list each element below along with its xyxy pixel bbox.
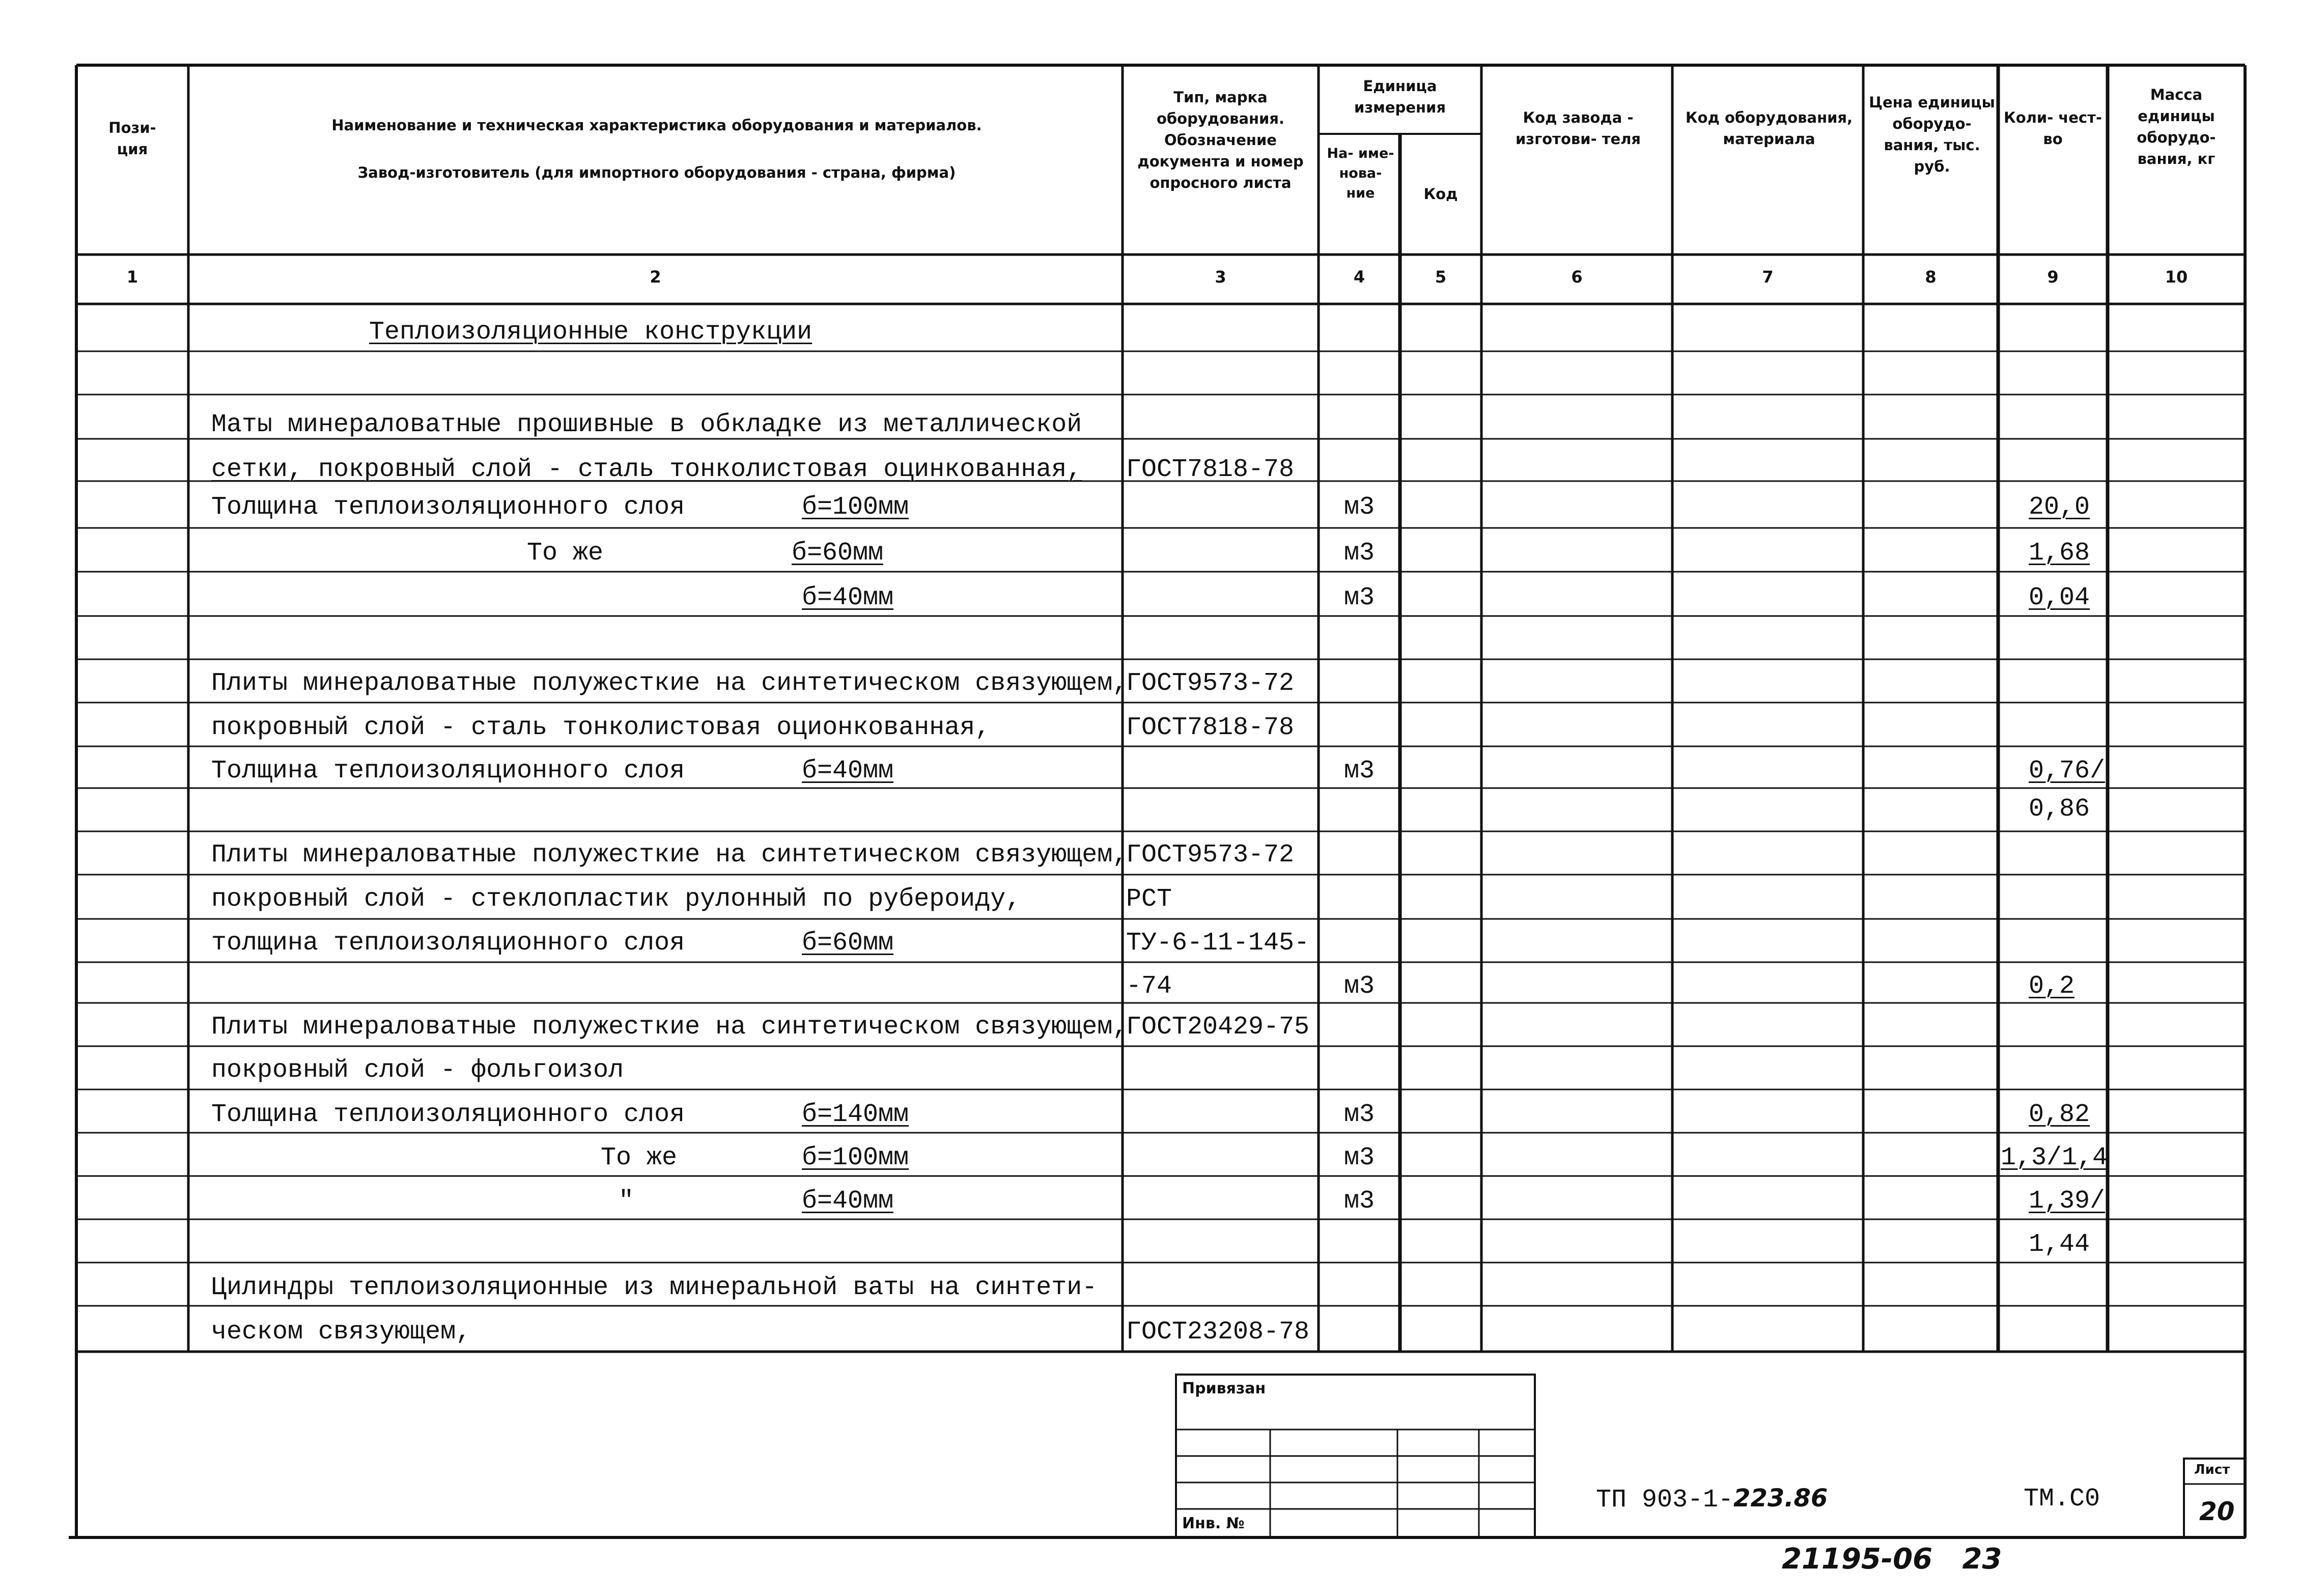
- plates3-desc-line1: Плиты минераловатные полужесткие на синтетическом связующем,: [211, 1013, 1128, 1042]
- mats-thickness-3: б=40мм: [802, 583, 894, 612]
- mats-unit-1: м3: [1344, 493, 1375, 522]
- column-number-9: 9: [2047, 267, 2059, 287]
- document-code: [1596, 1484, 1828, 1515]
- plates1-doc-1: ГОСТ9573-72: [1126, 669, 1295, 698]
- column-number-6: 6: [1571, 267, 1583, 287]
- mats-desc-line2: сетки, покровный слой - сталь тонколистовая оцинкованная,: [211, 455, 1082, 484]
- plates2-unit: м3: [1344, 972, 1375, 1001]
- plates3-unit-3: м3: [1344, 1187, 1375, 1216]
- mats-desc-line1: Маты минераловатные прошивные в обкладке из металлической: [211, 410, 1082, 439]
- mats-unit-2: м3: [1344, 539, 1375, 568]
- plates3-thickness-3: б=40мм: [802, 1187, 894, 1216]
- header-price: Цена единицы оборудо- вания, тыс. руб.: [1869, 94, 1995, 176]
- column-number-8: 8: [1925, 267, 1937, 287]
- header-name-line2: Завод-изготовитель (для импортного оборудования - страна, фирма): [357, 164, 956, 181]
- column-number-2: 2: [650, 267, 661, 287]
- plates3-qty-1: 0,82: [2029, 1100, 2090, 1129]
- mats-unit-3: м3: [1344, 583, 1375, 612]
- column-number-1: 1: [126, 267, 138, 287]
- plates2-desc-line2: покровный слой - стеклопластик рулонный по рубероиду,: [211, 885, 1021, 914]
- cylinders-desc-line2: ческом связующем,: [211, 1318, 471, 1347]
- column-number-3: 3: [1215, 267, 1226, 287]
- section-title: Теплоизоляционные конструкции: [369, 318, 812, 347]
- plates3-same-1: То же: [601, 1143, 678, 1172]
- archive-number: 21195-06 23: [1782, 1543, 2002, 1576]
- plates3-thickness-1: б=140мм: [802, 1100, 909, 1129]
- mats-qty-3: 0,04: [2029, 583, 2090, 612]
- column-number-4: 4: [1353, 267, 1365, 287]
- plates1-thickness: б=40мм: [802, 757, 894, 786]
- header-unit-name: На- име- нова- ние: [1327, 146, 1394, 202]
- document-mark: ТМ.С0: [2024, 1485, 2100, 1514]
- plates3-qty-3b: 1,44: [2029, 1230, 2090, 1259]
- plates3-qty-3a: 1,39/: [2029, 1187, 2106, 1216]
- sheet-label: Лист: [2194, 1462, 2230, 1477]
- plates1-desc-line2: покровный слой - сталь тонколистовая оционкованная,: [211, 713, 991, 742]
- mats-qty-2: 1,68: [2029, 539, 2090, 568]
- document-code-prefix: ТП 903-1-: [1596, 1486, 1734, 1515]
- header-factory-code: Код завода - изготови- теля: [1515, 109, 1641, 148]
- header-equipment-code: Код оборудования, материала: [1685, 109, 1853, 148]
- plates2-doc-3: ТУ-6-11-145-: [1126, 929, 1310, 958]
- header-name-line1: Наименование и техническая характеристика оборудования и материалов.: [331, 117, 982, 134]
- header-quantity: Коли- чест- во: [2004, 109, 2102, 148]
- header-position: Пози- ция: [108, 119, 156, 158]
- plates1-unit: м3: [1344, 757, 1375, 786]
- mats-qty-1: 20,0: [2029, 493, 2090, 522]
- plates2-doc-4: -74: [1126, 972, 1172, 1001]
- header-mass: Масса единицы оборудо- вания, кг: [2137, 86, 2216, 168]
- plates3-qty-2: 1,3/1,4: [2001, 1143, 2108, 1172]
- plates2-doc-2: РСТ: [1126, 885, 1172, 914]
- column-number-7: 7: [1762, 267, 1774, 287]
- mats-same-1: То же: [527, 539, 604, 568]
- mats-doc: ГОСТ7818-78: [1126, 455, 1295, 484]
- plates3-ditto: ": [619, 1187, 634, 1216]
- plates3-unit-2: м3: [1344, 1143, 1375, 1172]
- plates3-thickness-2: б=100мм: [802, 1143, 909, 1172]
- stamp-inventory-number: Инв. №: [1182, 1515, 1245, 1532]
- plates1-qty-b: 0,86: [2029, 795, 2090, 824]
- plates1-thickness-label: Толщина теплоизоляционного слоя: [211, 757, 685, 786]
- header-unit-code: Код: [1423, 185, 1458, 203]
- column-number-10: 10: [2165, 267, 2188, 287]
- plates1-qty-a: 0,76/: [2029, 757, 2106, 786]
- document-code-handwritten: 223.86: [1733, 1484, 1828, 1513]
- plates2-qty: 0,2: [2029, 972, 2075, 1001]
- header-unit: Единица измерения: [1354, 77, 1446, 117]
- plates3-desc-line2: покровный слой - фольгоизол: [211, 1056, 624, 1085]
- plates3-doc: ГОСТ20429-75: [1126, 1013, 1310, 1042]
- plates2-thickness-label: толщина теплоизоляционного слоя: [211, 929, 685, 958]
- plates3-thickness-label: Толщина теплоизоляционного слоя: [211, 1100, 685, 1129]
- plates2-doc-1: ГОСТ9573-72: [1126, 841, 1295, 870]
- plates1-doc-2: ГОСТ7818-78: [1126, 713, 1295, 742]
- mats-thickness-2: б=60мм: [792, 539, 884, 568]
- stamp-privyazan: Привязан: [1182, 1380, 1266, 1397]
- plates3-unit-1: м3: [1344, 1100, 1375, 1129]
- plates1-desc-line1: Плиты минераловатные полужесткие на синтетическом связующем,: [211, 669, 1128, 698]
- plates2-thickness: б=60мм: [802, 929, 894, 958]
- mats-thickness-1: б=100мм: [802, 493, 909, 522]
- mats-thickness-label: Толщина теплоизоляционного слоя: [211, 493, 685, 522]
- sheet-number: 20: [2199, 1497, 2235, 1526]
- cylinders-desc-line1: Цилиндры теплоизоляционные из минеральной ваты на синтети-: [211, 1273, 1098, 1302]
- cylinders-doc: ГОСТ23208-78: [1126, 1318, 1310, 1347]
- column-number-5: 5: [1435, 267, 1447, 287]
- plates2-desc-line1: Плиты минераловатные полужесткие на синтетическом связующем,: [211, 841, 1128, 870]
- header-type: Тип, марка оборудования. Обозначение документа и номер опросного листа: [1137, 89, 1304, 192]
